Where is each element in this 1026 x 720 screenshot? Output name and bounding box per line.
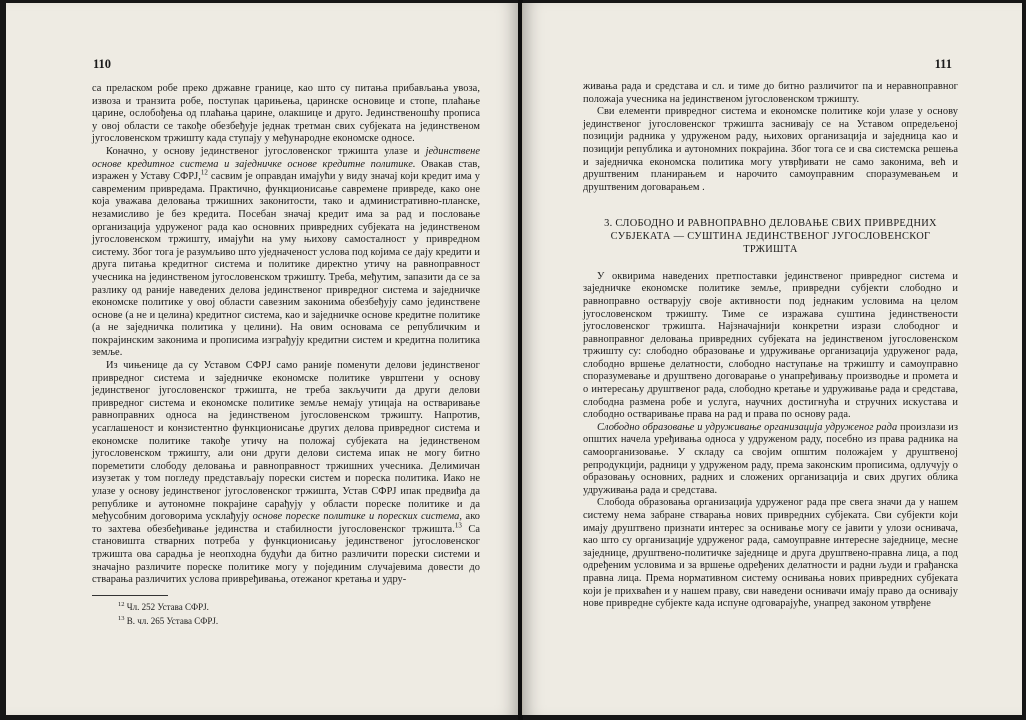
footnote-rule [92, 595, 168, 596]
italic-phrase: јединствене основе кредитног система и заједничке основе кредитне политике. [92, 145, 480, 170]
right-page-body [583, 81, 958, 611]
page-number: 110 [93, 57, 112, 71]
paragraph: Слобода образовања организација удруженог рада пре свега значи да у нашем систему нема забране стварања нових привредних субјеката. Сви субјекти који имају друштвено признати интерес за оснивање могу се јавити у улози оснивача, као што су организације удруженог рада, самоуправне интересне заједнице, месне заједнице, друштвено-политичке заједнице и друга друштвено-правна лица, а под одређеним условима и за вршење одређених делатности и радни људи и грађанска правна лица. Према нормативном систему оснивања нових привредних субјеката који је прихваћен и у нашем праву, сви наведени оснивачи имају право да оснивају нове привредне субјекте када испуне одговарајуће, унапред законом утврђене [583, 497, 958, 610]
paragraph: Сви елементи привредног система и економске политике који улазе у основу јединственог југословенског тржишта заснивају се на Уставом опредељеној позицији радника у удруженом раду, њихових организација и заједница као и позицији република и аутономних покрајина. Због тога се и сва системска решења и заједничка економска политика могу утврђивати не само законима, већ и друштвеним планирањем и нарочито самоуправним споразумевањем и друштвеним договарањем . [583, 106, 958, 193]
footnote-ref: 12 [200, 168, 208, 177]
italic-phrase: Слободно образовање и удруживање организација удруженог рада [597, 421, 898, 433]
right-page [522, 3, 1022, 715]
paragraph: Слободно образовање и удруживање организација удруженог рада произлази из општих начела уређивања односа у удруженом раду, посебно из права радника на самоорганизовање. У складу са својим општим положајем у друштвеној репродукцији, радници у удруженом раду, према законским прописима, одлучују о образовању основних, радних и сложених организација и свих других облика удруживања рада и средстава. [583, 421, 958, 496]
page-number: 111 [934, 57, 952, 71]
left-page-body [92, 83, 480, 627]
paragraph: Из чињенице да су Уставом СФРЈ само раније поменути делови јединственог привредног система и заједничке економске политике уврштени у основу јединственог југословенског тржишта, не треба закључити да други делови привредног система и економске политике земље немају утицаја на остваривање равноправних односа на јединственом југословенском тржишту. Напротив, усаглашеност и конзистентно функционисање других делова привредног система и економске политике такође утичу на положај субјеката на јединственом југословенском тржишту, али они други делови система ипак не могу битно пореметити слободу деловања и равноправност тржишних учесника. Делимичан изузетак у том погледу представљају порески систем и пореска политика. Иако не улазе у основу јединственог југословенског тржишта, Устав СФРЈ ипак предвиђа да републике и аутономне покрајине сарађују у области пореске политике и да међусобним договорима усклађују основе пореске политике и пореских система, ако то захтева обезбеђивање јединства и стабилности југословенског тржишта.$^{13}$ Са становишта стварних потреба у функционисању јединственог југословенског тржишта ова сарадња је неопходна будући да битно различити порески системи и значајно различите пореске политике могу у појединим случајевима довести до стварања различитих услова привређивања, отежаног кретања и удру- [92, 360, 481, 586]
section-heading: 3. СЛОБОДНО И РАВНОПРАВНО ДЕЛОВАЊЕ СВИХ ПРИВРЕДНИХ СУБЈЕКАТА — СУШТИНА ЈЕДИНСТВЕНОГ ЈУГОСЛОВЕНСКОГ ТРЖИШТА [604, 218, 937, 255]
footnote-ref: 13 [454, 521, 462, 530]
italic-phrase: основе пореске политике и пореских система, [252, 511, 463, 523]
left-page [6, 3, 519, 715]
paragraph: са преласком робе преко државне границе, као што су питања прибављања увоза, извоза и транзита робе, поступак царињења, царинске основице и стопе, плаћање царине, ослобођења од плаћања царине, олакшице и друго. Јединственошћу прописа у овој области се такође обезбеђује једнак третман свих субјеката на јединственом југословенском тржишту када ступају у међународне економске односе. [92, 83, 480, 145]
paragraph: живања рада и средстава и сл. и тиме до битно различитог па и неравноправног положаја учесника на јединственом југословенском тржишту. [583, 81, 958, 105]
footnote: $^{13}$ В. чл. 265 Устава СФРЈ. [118, 614, 219, 626]
footnote: $^{12}$ Чл. 252 Устава СФРЈ. [118, 600, 209, 612]
paragraph: Коначно, у основу јединственог југословенског тржишта улазе и јединствене основе кредитног система и заједничке основе кредитне политике. Овакав став, изражен у Уставу СФРЈ,$^{12}$ сасвим је оправдан имајући у виду значај који кредит има у савременим привредама. Практично, функционисање савремене привреде, како оне која уважава деловања тржишних законитости, тако и административно-планске, незамисливо је без кредита. Посебан значај кредит има за рад и пословање организација удружeног рада као основних привредних субјеката на јединственом југословенском тржишту, имајући на уму њихову самосталност у привредном систему. Због тога је разумљиво што уједначеност услова под којима се дају кредити и друга питања кредитног система и политике директно утичу на равноправност учесника на јединственом југословенском тржишту. Треба, међутим, запазити да се за разлику од раније наведених делова јединственог привредног система и заједничке економске политике у овој области савезним законима обезбеђују само јединствене основе (а не и целина) кредитног система, као и заједничке основе кредитне политике (а не заједничка политика у целини). На овим основама се републичким и покрајинским законима и прописима изграђују кредитни систем и кредитна политика земље. [92, 145, 480, 359]
paragraph: У оквирима наведених претпоставки јединственог привредног система и заједничке економске политике земље, привредни субјекти слободно и равноправно остварују своје активности под једнаким условима на целом југословенском тржишту. Тиме се изражава суштина јединствености југословенског тржишта. Најзначајнији конкретни изрази слободног и равноправног деловања привредних субјеката на јединственом југословенском тржишту су: слободно образовање и удруживање организација удруженог рада, слободно вршење делатности, слободно наступање на тржишту и самоуправно споразумевање и друштвено договарање о унапређивању производње и промета и о интересању друштвеног рада, слободно кретање и удруживање рада и средстава, слободна размена робе и услуга, научних достигнућа и стручних искустава и слободно остваривање права на рад и права по основу рада. [583, 270, 958, 421]
